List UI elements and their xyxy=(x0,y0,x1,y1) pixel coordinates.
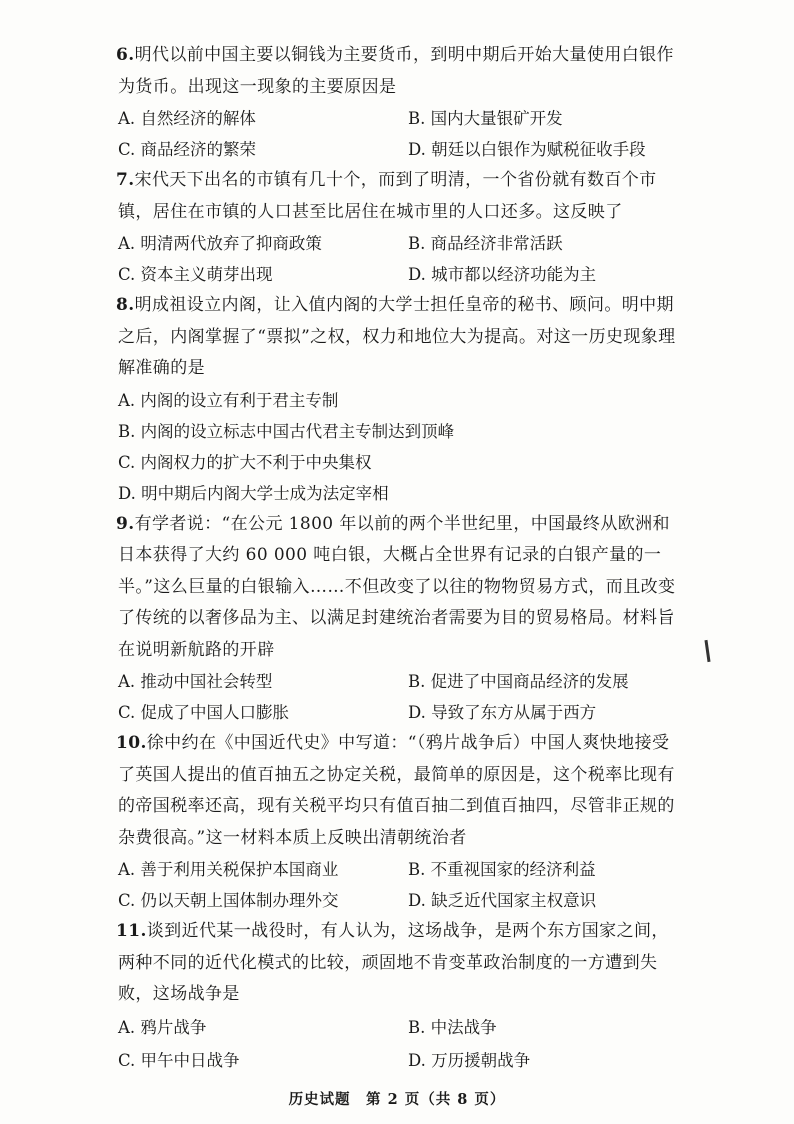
option-d: D. 城市都以经济功能为主 xyxy=(408,265,597,284)
question-stem xyxy=(118,165,678,228)
question-9 xyxy=(118,509,678,729)
question-stem xyxy=(118,290,678,385)
option-a: A. 鸦片战争 xyxy=(118,1017,207,1037)
question-number: 10. xyxy=(116,733,147,753)
option-b: B. 商品经济非常活跃 xyxy=(408,234,563,253)
option-a: A. 自然经济的解体 xyxy=(118,109,256,128)
question-text: 谈到近代某一战役时，有人认为，这场战争，是两个东方国家之间，两种不同的近代化模式的比较，顽固地不肯变革政治制度的一方遭到失败，这场战争是 xyxy=(118,921,669,1004)
option-a: A. 明清两代放弃了抑商政策 xyxy=(118,234,322,253)
question-stem xyxy=(118,728,678,854)
options xyxy=(118,385,678,509)
question-stem xyxy=(118,916,678,1011)
question-stem xyxy=(118,40,678,103)
option-b: B. 中法战争 xyxy=(408,1017,497,1037)
question-11 xyxy=(118,916,678,1077)
option-c: C. 资本主义萌芽出现 xyxy=(118,265,273,284)
option-d: D. 明中期后内阁大学士成为法定宰相 xyxy=(118,483,389,503)
option-b: B. 促进了中国商品经济的发展 xyxy=(408,672,629,691)
option-b: B. 内阁的设立标志中国古代君主专制达到顶峰 xyxy=(118,421,455,441)
option-c: C. 甲午中日战争 xyxy=(118,1050,240,1070)
page-footer: 历史试题 第 2 页（共 8 页） xyxy=(288,1091,506,1108)
question-stem xyxy=(118,509,678,667)
scan-mark xyxy=(704,640,710,662)
option-a: A. 推动中国社会转型 xyxy=(118,672,273,691)
option-d: D. 导致了东方从属于西方 xyxy=(408,703,597,722)
option-d: D. 缺乏近代国家主权意识 xyxy=(408,891,597,910)
options xyxy=(118,228,678,290)
option-a: A. 善于利用关税保护本国商业 xyxy=(118,860,339,879)
question-7 xyxy=(118,165,678,290)
option-b: B. 国内大量银矿开发 xyxy=(408,109,563,128)
option-d: D. 万历援朝战争 xyxy=(408,1050,531,1070)
option-c: C. 促成了中国人口膨胀 xyxy=(118,703,290,722)
question-8 xyxy=(118,290,678,509)
question-number: 6. xyxy=(116,45,135,65)
question-number: 8. xyxy=(116,295,135,315)
option-c: C. 内阁权力的扩大不利于中央集权 xyxy=(118,452,372,472)
question-list xyxy=(118,40,678,1077)
question-text: 宋代天下出名的市镇有几十个，而到了明清，一个省份就有数百个市镇，居住在市镇的人口甚至比居住在城市里的人口还多。这反映了 xyxy=(118,170,657,222)
options xyxy=(118,854,678,916)
question-text: 徐中约在《中国近代史》中写道：“（鸦片战争后）中国人爽快地接受了英国人提出的值百抽五之协定关税，最简单的原因是，这个税率比现有的帝国税率还高，现有关税平均只有值百抽二到值百抽四，尽管非正规的杂费很高。”这一材料本质上反映出清朝统治者 xyxy=(118,733,675,848)
options xyxy=(118,1011,678,1077)
options xyxy=(118,666,678,728)
option-c: C. 商品经济的繁荣 xyxy=(118,140,257,159)
options xyxy=(118,103,678,165)
option-a: A. 内阁的设立有利于君主专制 xyxy=(118,390,339,410)
question-text: 有学者说：“在公元 1800 年以前的两个半世纪里，中国最终从欧洲和日本获得了大约 60 000 吨白银，大概占全世界有记录的白银产量的一半。”这么巨量的白银输入……不但改变了以往的物物贸易方式，而且改变了传统的以奢侈品为主、以满足封建统治者需要为目的贸易格局。材料旨在说明新航路的开辟 xyxy=(118,513,676,660)
question-number: 9. xyxy=(116,513,135,534)
question-6 xyxy=(118,40,678,165)
question-10 xyxy=(118,728,678,916)
question-text: 明成祖设立内阁，让入值内阁的大学士担任皇帝的秘书、顾问。明中期之后，内阁掌握了“票拟”之权，权力和地位大为提高。对这一历史现象理解准确的是 xyxy=(118,295,676,378)
question-number: 11. xyxy=(116,921,147,941)
option-d: D. 朝廷以白银作为赋税征收手段 xyxy=(408,140,646,159)
question-number: 7. xyxy=(116,170,135,190)
option-b: B. 不重视国家的经济利益 xyxy=(408,860,596,879)
option-c: C. 仍以天朝上国体制办理外交 xyxy=(118,891,339,910)
question-text: 明代以前中国主要以铜钱为主要货币，到明中期后开始大量使用白银作为货币。出现这一现象的主要原因是 xyxy=(118,45,674,97)
